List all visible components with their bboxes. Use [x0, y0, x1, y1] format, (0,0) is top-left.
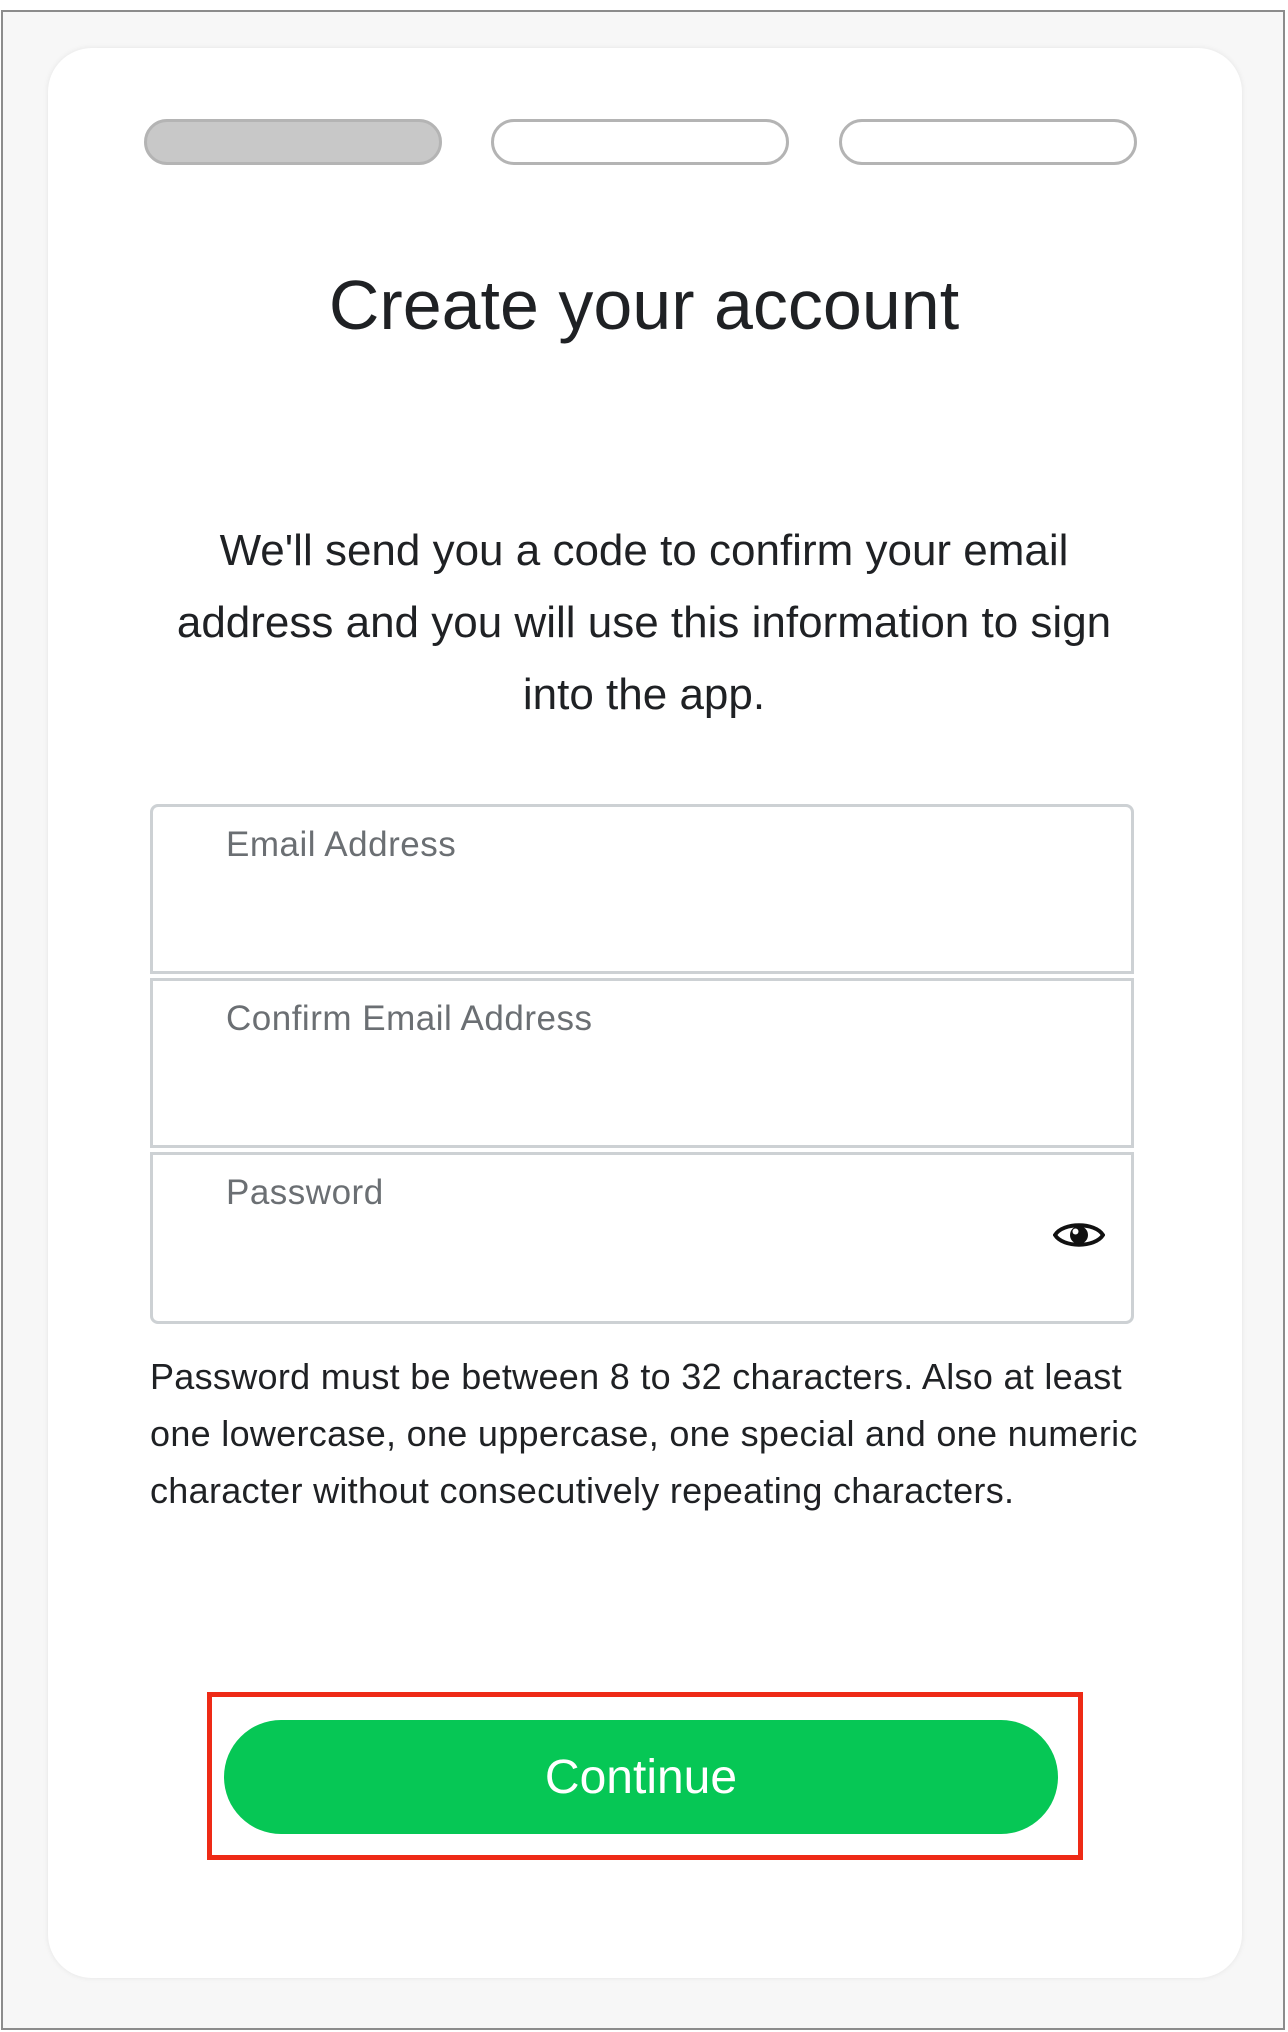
eye-icon[interactable] — [1053, 1217, 1105, 1253]
page-title: Create your account — [328, 266, 960, 344]
email-input[interactable] — [226, 887, 1030, 949]
email-field-label: Email Address — [226, 825, 457, 864]
password-field[interactable] — [150, 1152, 1134, 1324]
progress-step-1 — [144, 119, 442, 165]
progress-step-2 — [491, 119, 789, 165]
password-requirements: Password must be between 8 to 32 characters. Also at least one lowercase, one uppercase, one special and one numeric character without consecutively repeating characters. — [150, 1356, 1138, 1511]
intro-text: We'll send you a code to confirm your email address and you will use this information to sign into the app. — [176, 526, 1112, 719]
password-field-label: Password — [226, 1173, 384, 1212]
continue-button[interactable]: Continue — [224, 1720, 1058, 1834]
email-field[interactable] — [150, 804, 1134, 974]
confirm-email-field[interactable] — [150, 978, 1134, 1148]
confirm-email-field-label: Confirm Email Address — [226, 999, 593, 1038]
password-input[interactable] — [226, 1235, 1030, 1297]
progress-step-3 — [839, 119, 1137, 165]
confirm-email-input[interactable] — [226, 1061, 1030, 1123]
